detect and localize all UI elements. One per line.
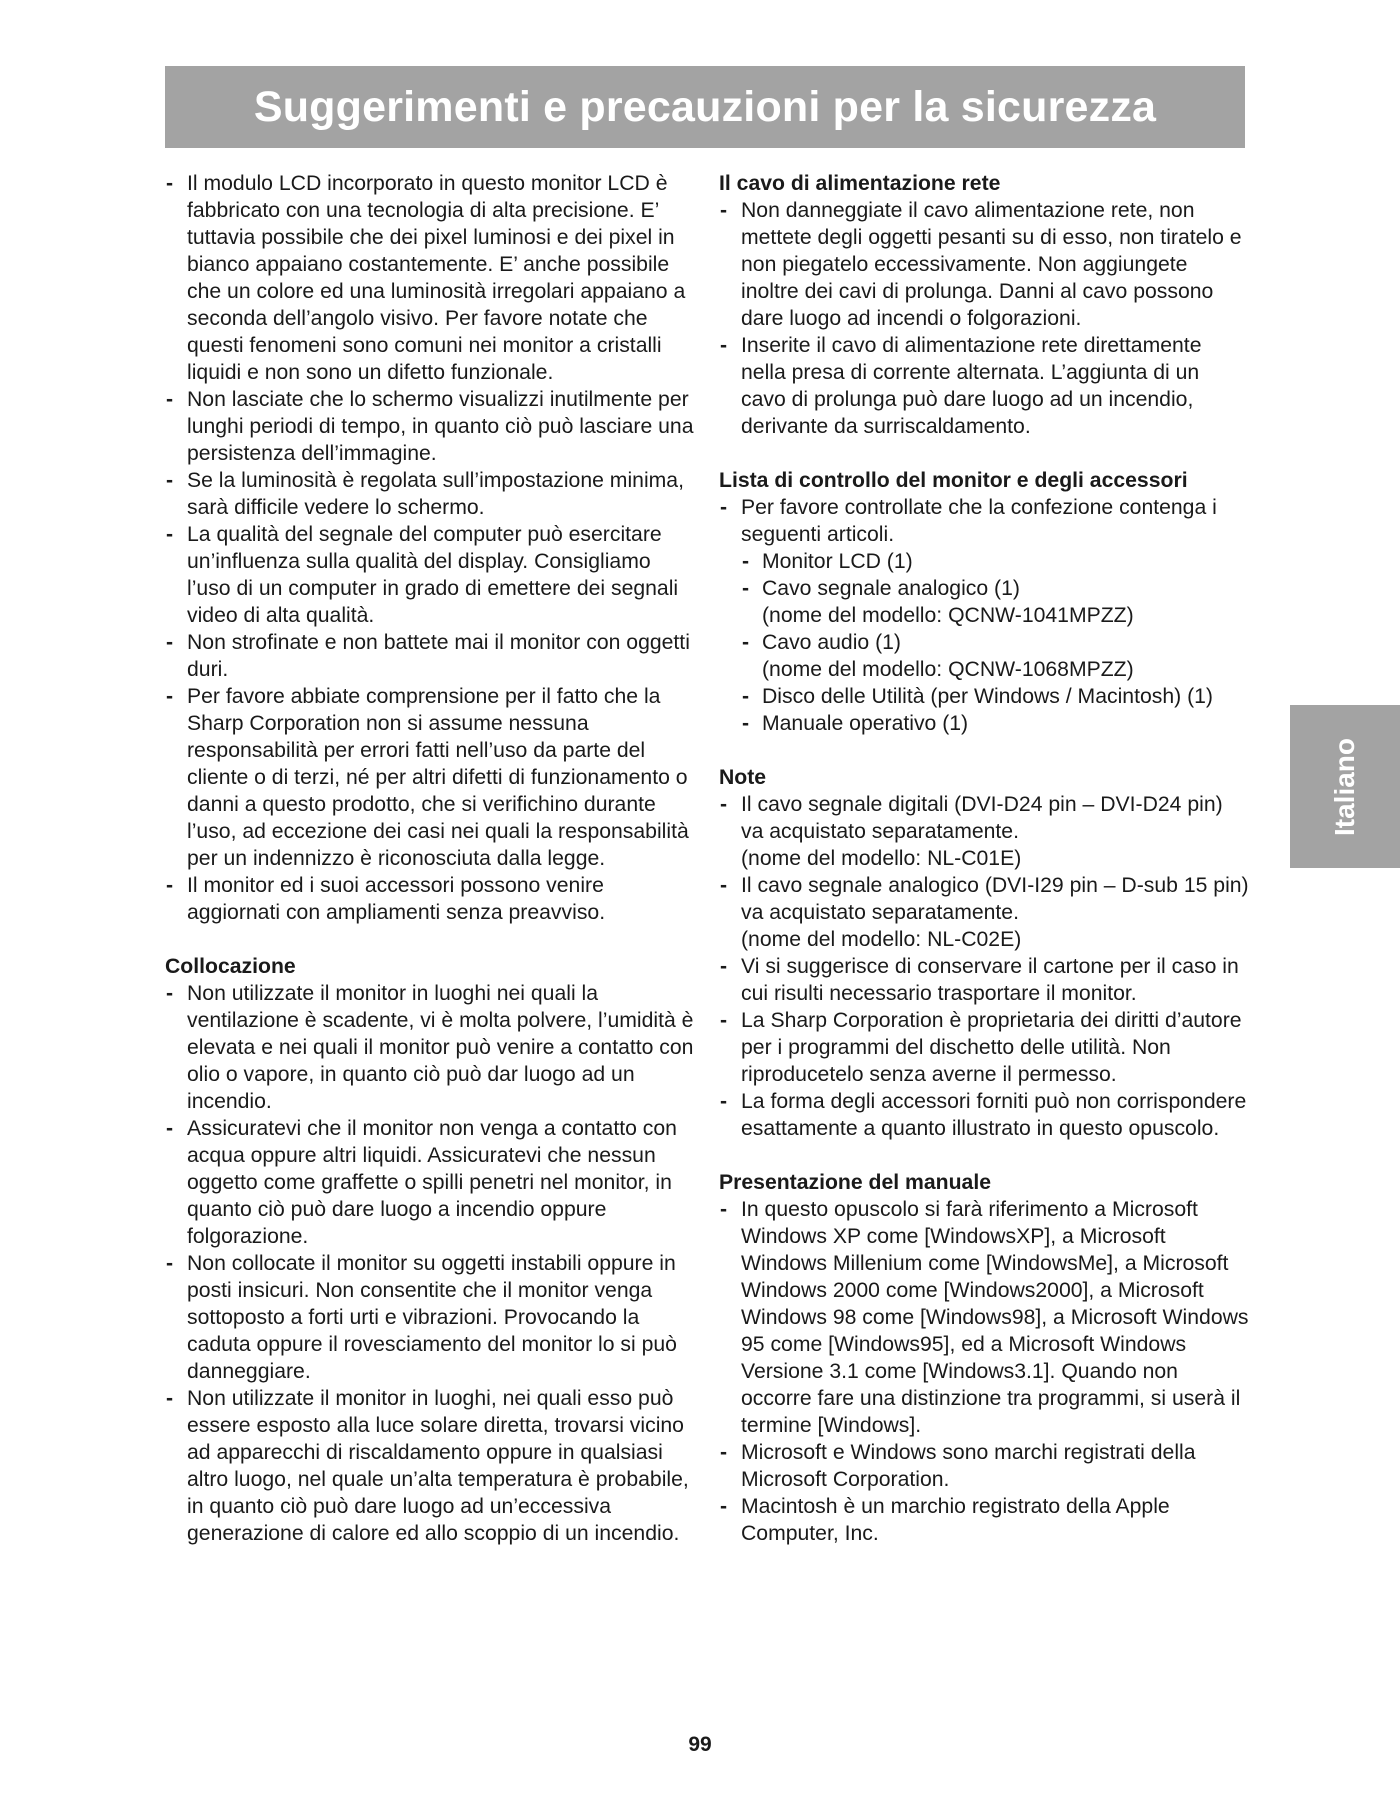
page-title: Suggerimenti e precauzioni per la sicurezza: [253, 82, 1157, 131]
model-note: (nome del modello: NL-C02E): [741, 928, 1022, 951]
sub-list-item: [741, 548, 1249, 575]
lista-list: [719, 494, 1249, 737]
list-item: [719, 1088, 1249, 1142]
list-item: [719, 872, 1249, 953]
right-column: [719, 170, 1249, 1547]
collocazione-list: [165, 980, 695, 1547]
sub-list-item: [741, 629, 1249, 683]
list-item-text: Per favore controllate che la confezione contenga i seguenti articoli.: [741, 496, 1217, 546]
sub-list-item: [741, 710, 1249, 737]
list-item: - Il modulo LCD incorporato in questo monitor LCD è fabbricato con una tecnologia di alta precisione. E’ tuttavia possibile che dei pixel luminosi e dei pixel in bianco appaiano costantemente. E’ anche possibile che un colore ed una luminosità irregolari appaiano a seconda dell’angolo visivo. Per favore notate che questi fenomeni sono comuni nei monitor a cristalli liquidi e non sono un difetto funzionale.: [165, 170, 695, 386]
sub-item-note: (nome del modello: QCNW-1068MPZZ): [762, 658, 1134, 681]
list-item-text: Vi si suggerisce di conservare il cartone per il caso in cui risulti necessario trasportare il monitor.: [741, 955, 1239, 1005]
list-item: [719, 494, 1249, 737]
list-item-text: La Sharp Corporation è proprietaria dei diritti d’autore per i programmi del dischetto delle utilità. Non riproducetelo senza averne il permesso.: [741, 1009, 1242, 1086]
sub-list-item: [741, 575, 1249, 629]
section-heading-note: Note: [719, 766, 767, 789]
language-tab: [1290, 705, 1400, 868]
list-item: [719, 791, 1249, 872]
sub-item-note: (nome del modello: QCNW-1041MPZZ): [762, 604, 1134, 627]
section-heading-presentazione: Presentazione del manuale: [719, 1171, 992, 1194]
list-item: - Assicuratevi che il monitor non venga a contatto con acqua oppure altri liquidi. Assicuratevi che nessun oggetto come graffette o spilli penetri nel monitor, in quanto ciò può dare luogo a incendio oppure folgorazione.: [165, 1115, 695, 1250]
list-item: - Non collocate il monitor su oggetti instabili oppure in posti insicuri. Non consentite che il monitor venga sottoposto a forti urti e vibrazioni. Provocando la caduta oppure il rovesciamento del monitor lo si può danneggiare.: [165, 1250, 695, 1385]
language-tab-label: Italiano: [1328, 737, 1360, 836]
list-item: - Non danneggiate il cavo alimentazione rete, non mettete degli oggetti pesanti su di esso, non tiratelo e non piegatelo eccessivamente. Non aggiungete inoltre dei cavi di prolunga. Danni al cavo possono dare luogo ad incendi o folgorazioni.: [719, 197, 1249, 332]
list-item: - Non strofinate e non battete mai il monitor con oggetti duri.: [165, 629, 695, 683]
sub-item-label: Cavo audio (1): [762, 631, 901, 654]
page-number: 99: [688, 1733, 712, 1756]
sub-list-item: [741, 683, 1249, 710]
sub-item-label: Monitor LCD (1): [762, 550, 913, 573]
list-item: - Macintosh è un marchio registrato della Apple Computer, Inc.: [719, 1493, 1249, 1547]
note-list: [719, 791, 1249, 1142]
list-item: - Inserite il cavo di alimentazione rete direttamente nella presa di corrente alternata. L’aggiunta di un cavo di prolunga può dare luogo ad un incendio, derivante da surriscaldamento.: [719, 332, 1249, 440]
list-item-text: Il cavo segnale digitali (DVI-D24 pin – DVI-D24 pin) va acquistato separatamente.: [741, 793, 1223, 843]
list-item: - Per favore abbiate comprensione per il fatto che la Sharp Corporation non si assume nessuna responsabilità per errori fatti nell’uso da parte del cliente o di terzi, né per altri difetti di funzionamento o danni a questo prodotto, che si verifichino durante l’uso, ad eccezione dei casi nei quali la responsabilità per un indennizzo è riconosciuta dalla legge.: [165, 683, 695, 872]
list-item: - Non utilizzate il monitor in luoghi, nei quali esso può essere esposto alla luce solare diretta, trovarsi vicino ad apparecchi di riscaldamento oppure in qualsiasi altro luogo, nel quale un’alta temperatura è probabile, in quanto ciò può dare luogo ad un’eccessiva generazione di calore ed allo scoppio di un incendio.: [165, 1385, 695, 1547]
section-heading-collocazione: Collocazione: [165, 955, 296, 978]
list-item: - La qualità del segnale del computer può esercitare un’influenza sulla qualità del display. Consigliamo l’uso di un computer in grado di emettere dei segnali video di alta qualità.: [165, 521, 695, 629]
list-item: - Se la luminosità è regolata sull’impostazione minima, sarà difficile vedere lo schermo.: [165, 467, 695, 521]
left-column: [165, 170, 695, 1547]
list-item: [719, 1007, 1249, 1088]
sub-item-label: Cavo segnale analogico (1): [762, 577, 1020, 600]
model-note: (nome del modello: NL-C01E): [741, 847, 1022, 870]
accessories-sublist: [741, 548, 1249, 737]
intro-list: [165, 170, 695, 926]
list-item: - Microsoft e Windows sono marchi registrati della Microsoft Corporation.: [719, 1439, 1249, 1493]
sub-item-label: Disco delle Utilità (per Windows / Macintosh) (1): [762, 685, 1213, 708]
title-banner: [165, 66, 1245, 148]
list-item-text: La forma degli accessori forniti può non corrispondere esattamente a quanto illustrato in questo opuscolo.: [741, 1090, 1247, 1140]
list-item: - Il monitor ed i suoi accessori possono venire aggiornati con ampliamenti senza preavviso.: [165, 872, 695, 926]
cavo-list: [719, 197, 1249, 440]
section-heading-lista: Lista di controllo del monitor e degli accessori: [719, 469, 1188, 492]
list-item: - Non utilizzate il monitor in luoghi nei quali la ventilazione è scadente, vi è molta polvere, l’umidità è elevata e nei quali il monitor può venire a contatto con olio o vapore, in quanto ciò può dar luogo ad un incendio.: [165, 980, 695, 1115]
list-item: - In questo opuscolo si farà riferimento a Microsoft Windows XP come [WindowsXP], a Microsoft Windows Millenium come [WindowsMe], a Microsoft Windows 2000 come [Windows2000], a Microsoft Windows 98 come [Windows98], a Microsoft Windows 95 come [Windows95], ed a Microsoft Windows Versione 3.1 come [Windows3.1]. Quando non occorre fare una distinzione tra programmi, si userà il termine [Windows].: [719, 1196, 1249, 1439]
list-item: [719, 953, 1249, 1007]
sub-item-label: Manuale operativo (1): [762, 712, 969, 735]
section-heading-cavo: Il cavo di alimentazione rete: [719, 172, 1001, 195]
list-item-text: Il cavo segnale analogico (DVI-I29 pin – D-sub 15 pin) va acquistato separatamente.: [741, 874, 1249, 924]
list-item: - Non lasciate che lo schermo visualizzi inutilmente per lunghi periodi di tempo, in quanto ciò può lasciare una persistenza dell’immagine.: [165, 386, 695, 467]
presentazione-list: [719, 1196, 1249, 1547]
